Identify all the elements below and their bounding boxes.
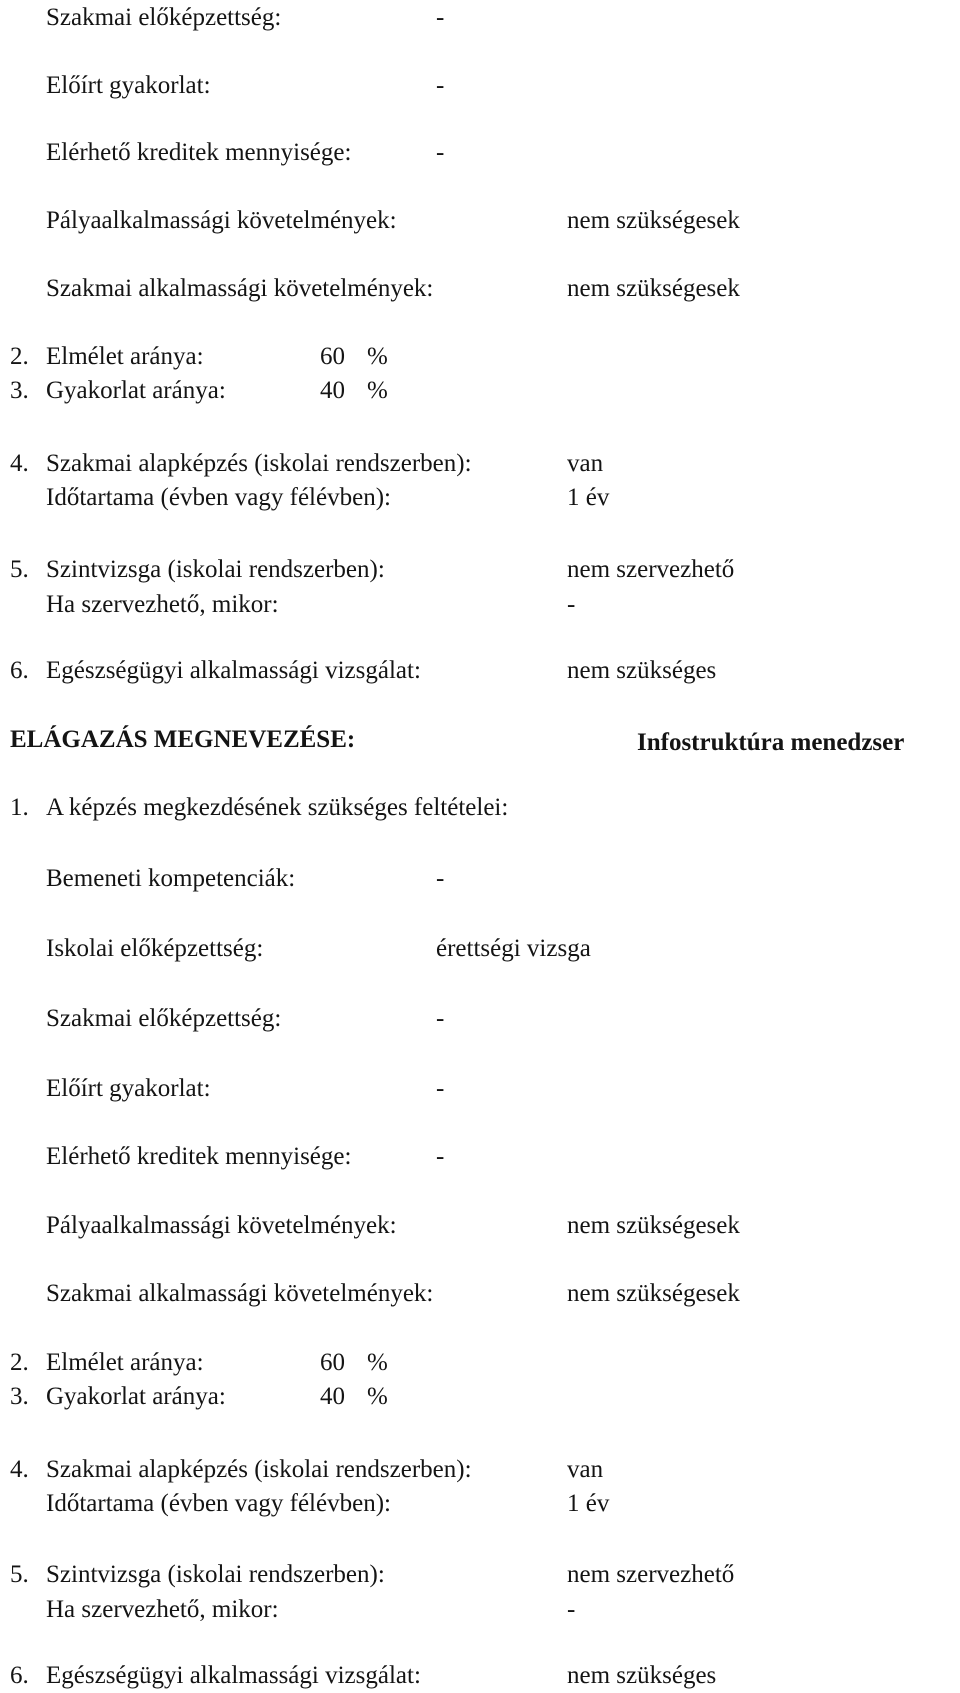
alapkepzes-value-2: van (567, 1456, 604, 1483)
szakmai-elokepzettseg-label: Szakmai előképzettség: (46, 4, 282, 31)
ha-szervezheto-label: Ha szervezhető, mikor: (46, 591, 279, 618)
alapkepzes-label: Szakmai alapképzés (iskolai rendszerben): (46, 450, 472, 477)
szakmai-elokepzettseg-value-2: - (436, 1005, 445, 1032)
palyaalkalmassagi-label: Pályaalkalmassági követelmények: (46, 207, 397, 234)
gyakorlat-unit: % (367, 377, 388, 404)
idotartam-value-2: 1 év (567, 1490, 610, 1517)
szintvizsga-number-2: 5. (10, 1561, 29, 1588)
gyakorlat-number-2: 3. (10, 1383, 29, 1410)
szintvizsga-value-2: nem szervezhető (567, 1561, 735, 1588)
elmelet-number-2: 2. (10, 1349, 29, 1376)
gyakorlat-label: Gyakorlat aránya: (46, 377, 226, 404)
egeszsegugyi-value-2: nem szükséges (567, 1662, 717, 1689)
bemeneti-value: - (436, 865, 445, 892)
elmelet-label-2: Elmélet aránya: (46, 1349, 204, 1376)
idotartam-label: Időtartama (évben vagy félévben): (46, 484, 391, 511)
alapkepzes-label-2: Szakmai alapképzés (iskolai rendszerben): (46, 1456, 472, 1483)
gyakorlat-number: 3. (10, 377, 29, 404)
branch-name: Infostruktúra menedzser (637, 729, 905, 756)
elmelet-label: Elmélet aránya: (46, 343, 204, 370)
elmelet-value: 60 (320, 343, 345, 370)
elmelet-unit: % (367, 343, 388, 370)
szakmai-alkalmassagi-label-2: Szakmai alkalmassági követelmények: (46, 1280, 434, 1307)
szintvizsga-value: nem szervezhető (567, 556, 735, 583)
idotartam-value: 1 év (567, 484, 610, 511)
szintvizsga-label-2: Szintvizsga (iskolai rendszerben): (46, 1561, 385, 1588)
egeszsegugyi-label: Egészségügyi alkalmassági vizsgálat: (46, 657, 421, 684)
szakmai-alkalmassagi-value: nem szükségesek (567, 275, 740, 302)
eloirt-gyakorlat-label: Előírt gyakorlat: (46, 72, 211, 99)
egeszsegugyi-number-2: 6. (10, 1662, 29, 1689)
elerheto-kreditek-label: Elérhető kreditek mennyisége: (46, 139, 352, 166)
bemeneti-label: Bemeneti kompetenciák: (46, 865, 296, 892)
ha-szervezheto-value: - (567, 591, 576, 618)
szintvizsga-label: Szintvizsga (iskolai rendszerben): (46, 556, 385, 583)
egeszsegugyi-label-2: Egészségügyi alkalmassági vizsgálat: (46, 1662, 421, 1689)
elmelet-number: 2. (10, 343, 29, 370)
iskolai-label: Iskolai előképzettség: (46, 935, 264, 962)
palyaalkalmassagi-value: nem szükségesek (567, 207, 740, 234)
szintvizsga-number: 5. (10, 556, 29, 583)
egeszsegugyi-number: 6. (10, 657, 29, 684)
feltetelek-heading: A képzés megkezdésének szükséges feltételei: (46, 794, 509, 821)
szakmai-alkalmassagi-value-2: nem szükségesek (567, 1280, 740, 1307)
ha-szervezheto-value-2: - (567, 1596, 576, 1623)
elerheto-kreditek-label-2: Elérhető kreditek mennyisége: (46, 1143, 352, 1170)
gyakorlat-value-2: 40 (320, 1383, 345, 1410)
branch-heading: ELÁGAZÁS MEGNEVEZÉSE: (10, 726, 356, 753)
szakmai-elokepzettseg-label-2: Szakmai előképzettség: (46, 1005, 282, 1032)
eloirt-gyakorlat-value-2: - (436, 1075, 445, 1102)
elerheto-kreditek-value-2: - (436, 1143, 445, 1170)
alapkepzes-value: van (567, 450, 604, 477)
idotartam-label-2: Időtartama (évben vagy félévben): (46, 1490, 391, 1517)
ha-szervezheto-label-2: Ha szervezhető, mikor: (46, 1596, 279, 1623)
feltetelek-number: 1. (10, 794, 29, 821)
szakmai-alkalmassagi-label: Szakmai alkalmassági követelmények: (46, 275, 434, 302)
gyakorlat-unit-2: % (367, 1383, 388, 1410)
iskolai-value: érettségi vizsga (436, 935, 591, 962)
elmelet-value-2: 60 (320, 1349, 345, 1376)
eloirt-gyakorlat-value: - (436, 72, 445, 99)
szakmai-elokepzettseg-value: - (436, 4, 445, 31)
alapkepzes-number-2: 4. (10, 1456, 29, 1483)
elerheto-kreditek-value: - (436, 139, 445, 166)
elmelet-unit-2: % (367, 1349, 388, 1376)
gyakorlat-value: 40 (320, 377, 345, 404)
palyaalkalmassagi-value-2: nem szükségesek (567, 1212, 740, 1239)
palyaalkalmassagi-label-2: Pályaalkalmassági követelmények: (46, 1212, 397, 1239)
alapkepzes-number: 4. (10, 450, 29, 477)
eloirt-gyakorlat-label-2: Előírt gyakorlat: (46, 1075, 211, 1102)
gyakorlat-label-2: Gyakorlat aránya: (46, 1383, 226, 1410)
egeszsegugyi-value: nem szükséges (567, 657, 717, 684)
